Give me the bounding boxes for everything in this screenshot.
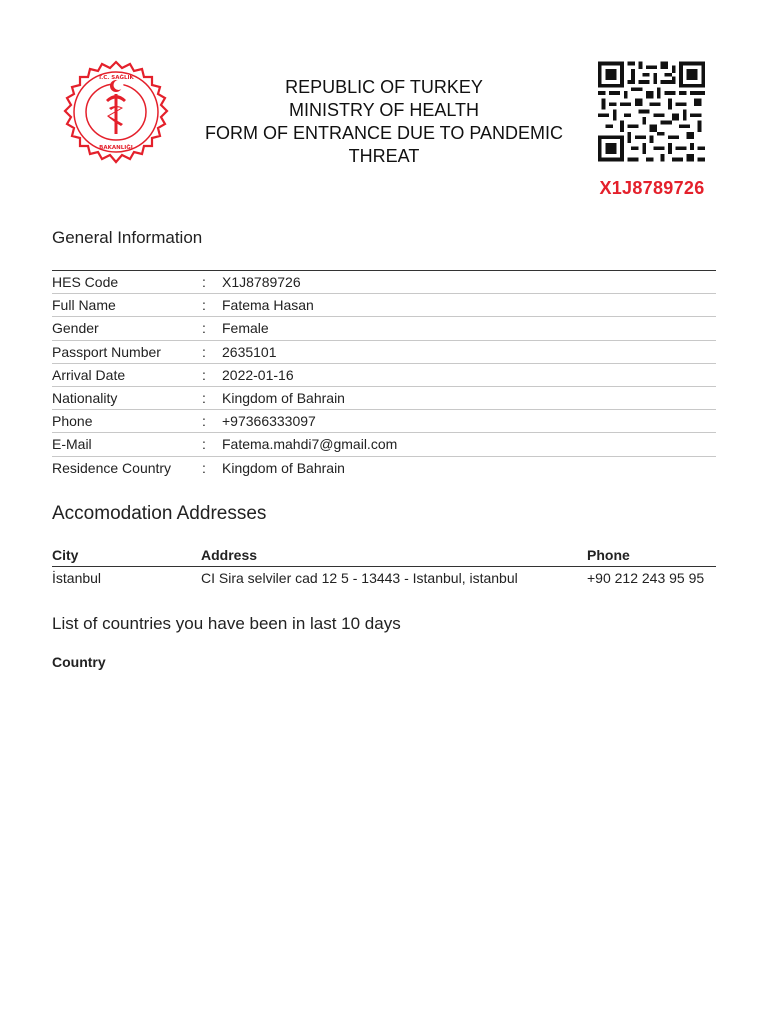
countries-title: List of countries you have been in last 10 days bbox=[52, 614, 401, 633]
svg-text:BAKANLIĞI: BAKANLIĞI bbox=[99, 145, 133, 151]
cell-city: İstanbul bbox=[52, 570, 102, 586]
qr-code-icon bbox=[598, 61, 705, 162]
row-separator: : bbox=[202, 389, 206, 406]
ministry-of-health-seal-icon bbox=[62, 60, 170, 164]
row-label: Phone bbox=[52, 413, 93, 430]
column-header-country: Country bbox=[52, 654, 106, 670]
accommodation-title: Accomodation Addresses bbox=[52, 503, 267, 524]
row-label: HES Code bbox=[52, 274, 119, 290]
row-label: Gender bbox=[52, 320, 99, 337]
hes-code-highlight: X1J8789726 bbox=[599, 178, 705, 198]
row-value: Fatema.mahdi7@gmail.com bbox=[222, 436, 398, 453]
column-header-city: City bbox=[52, 547, 79, 563]
row-separator: : bbox=[202, 343, 206, 360]
cell-address: CI Sira selviler cad 12 5 - 13443 - Istanbul, istanbul bbox=[201, 570, 518, 586]
row-label: Arrival Date bbox=[52, 366, 126, 383]
table-row bbox=[52, 294, 716, 317]
row-separator: : bbox=[202, 413, 206, 430]
svg-text:T.C. SAĞLIK: T.C. SAĞLIK bbox=[98, 75, 134, 81]
title-line: REPUBLIC OF TURKEY bbox=[285, 77, 483, 97]
table-row bbox=[52, 457, 716, 479]
table-row bbox=[52, 341, 716, 364]
row-value: 2635101 bbox=[222, 343, 277, 360]
cell-phone: +90 212 243 95 95 bbox=[587, 570, 705, 586]
general-information-title: General Information bbox=[52, 228, 203, 247]
row-separator: : bbox=[202, 459, 206, 476]
row-separator: : bbox=[202, 274, 206, 290]
table-row bbox=[52, 364, 716, 387]
row-value: Female bbox=[222, 320, 269, 337]
row-value: X1J8789726 bbox=[222, 274, 301, 290]
row-separator: : bbox=[202, 320, 206, 337]
accommodation-table bbox=[52, 545, 716, 589]
title-line: THREAT bbox=[348, 146, 420, 166]
column-header-phone: Phone bbox=[587, 547, 630, 563]
row-value: Kingdom of Bahrain bbox=[222, 389, 345, 406]
table-row bbox=[52, 317, 716, 340]
table-header bbox=[52, 545, 716, 567]
row-label: Passport Number bbox=[52, 343, 161, 360]
row-value: Fatema Hasan bbox=[222, 297, 314, 314]
row-value: +97366333097 bbox=[222, 413, 316, 430]
row-separator: : bbox=[202, 366, 206, 383]
general-information-table bbox=[52, 270, 716, 479]
title-line: MINISTRY OF HEALTH bbox=[288, 100, 480, 120]
row-label: E-Mail bbox=[52, 436, 92, 453]
table-row bbox=[52, 387, 716, 410]
table-row bbox=[52, 433, 716, 456]
table-row bbox=[52, 271, 716, 294]
table-row bbox=[52, 567, 716, 589]
row-label: Full Name bbox=[52, 297, 116, 314]
row-separator: : bbox=[202, 297, 206, 314]
column-header-address: Address bbox=[201, 547, 258, 563]
row-separator: : bbox=[202, 436, 206, 453]
row-value: Kingdom of Bahrain bbox=[222, 459, 345, 476]
title-line: FORM OF ENTRANCE DUE TO PANDEMIC bbox=[204, 123, 564, 143]
row-label: Nationality bbox=[52, 389, 118, 406]
table-row bbox=[52, 410, 716, 433]
form-title bbox=[180, 76, 588, 168]
row-value: 2022-01-16 bbox=[222, 366, 294, 383]
row-label: Residence Country bbox=[52, 459, 172, 476]
